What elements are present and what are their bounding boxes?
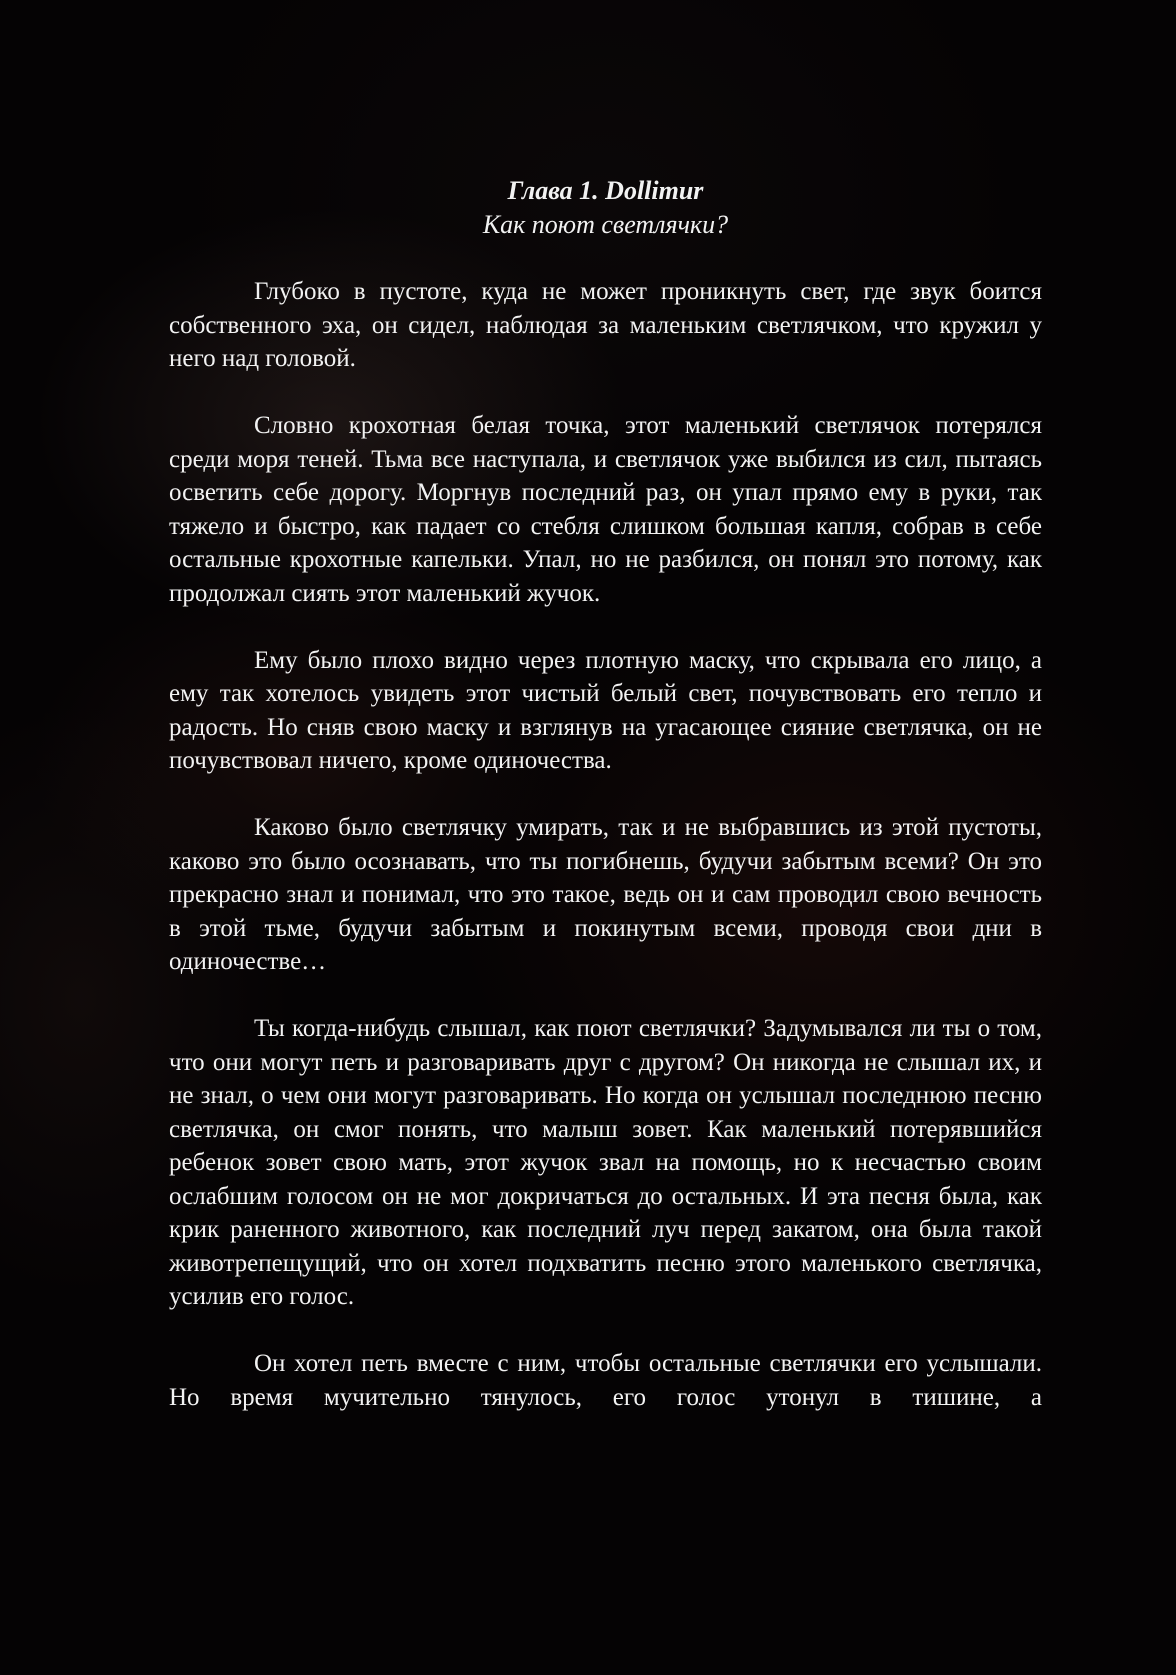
chapter-title: Глава 1. Dollimur bbox=[507, 176, 704, 205]
paragraph-1: Глубоко в пустоте, куда не может проникнуть свет, где звук боится собственного эха, он сидел, наблюдая за маленьким светлячком, что кружил у него над головой. bbox=[169, 278, 1042, 372]
paragraph-3: Ему было плохо видно через плотную маску, что скрывала его лицо, а ему так хотелось увидеть этот чистый белый свет, почувствовать его тепло и радость. Но сняв свою маску и взглянув на угасающее сияние светлячка, он не почувствовал ничего, кроме одиночества. bbox=[169, 646, 1042, 774]
paragraph-4: Каково было светлячку умирать, так и не выбравшись из этой пустоты, каково это было осознавать, что ты погибнешь, будучи забытым всеми? Он это прекрасно знал и понимал, что это такое, ведь он и сам проводил свою вечность в этой тьме, будучи забытым и покинутым всеми, проводя свои дни в одиночестве… bbox=[169, 814, 1042, 975]
paragraph-5: Ты когда-нибудь слышал, как поют светлячки? Задумывался ли ты о том, что они могут петь и разговаривать друг с другом? Он никогда не слышал их, и не знал, о чем они могут разговаривать. Но когда он услышал последнюю песню светлячка, он смог понять, что малыш зовет. Как маленький потерявшийся ребенок зовет свою мать, этот жучок звал на помощь, но к несчастью своим ослабшим голосом он не мог докричаться до остальных. И эта песня была, как крик раненного животного, как последний луч перед закатом, она была такой животрепещущий, что он хотел подхватить песню этого маленького светлячка, усилив его голос. bbox=[169, 1015, 1042, 1310]
paragraph-6: Он хотел петь вместе с ним, чтобы остальные светлячки его услышали. Но время мучительно тянулось, его голос утонул в тишине, а bbox=[169, 1350, 1042, 1411]
paragraph-2: Словно крохотная белая точка, этот маленький светлячок потерялся среди моря теней. Тьма все наступала, и светлячок уже выбился из сил, пытаясь осветить себе дорогу. Моргнув последний раз, он упал прямо ему в руки, так тяжело и быстро, как падает со стебля слишком большая капля, собрав в себе остальные крохотные капельки. Упал, но не разбился, он понял это потому, как продолжал сиять этот маленький жучок. bbox=[169, 412, 1042, 607]
chapter-subtitle: Как поют светлячки? bbox=[482, 210, 729, 239]
document-body bbox=[169, 174, 1042, 1448]
